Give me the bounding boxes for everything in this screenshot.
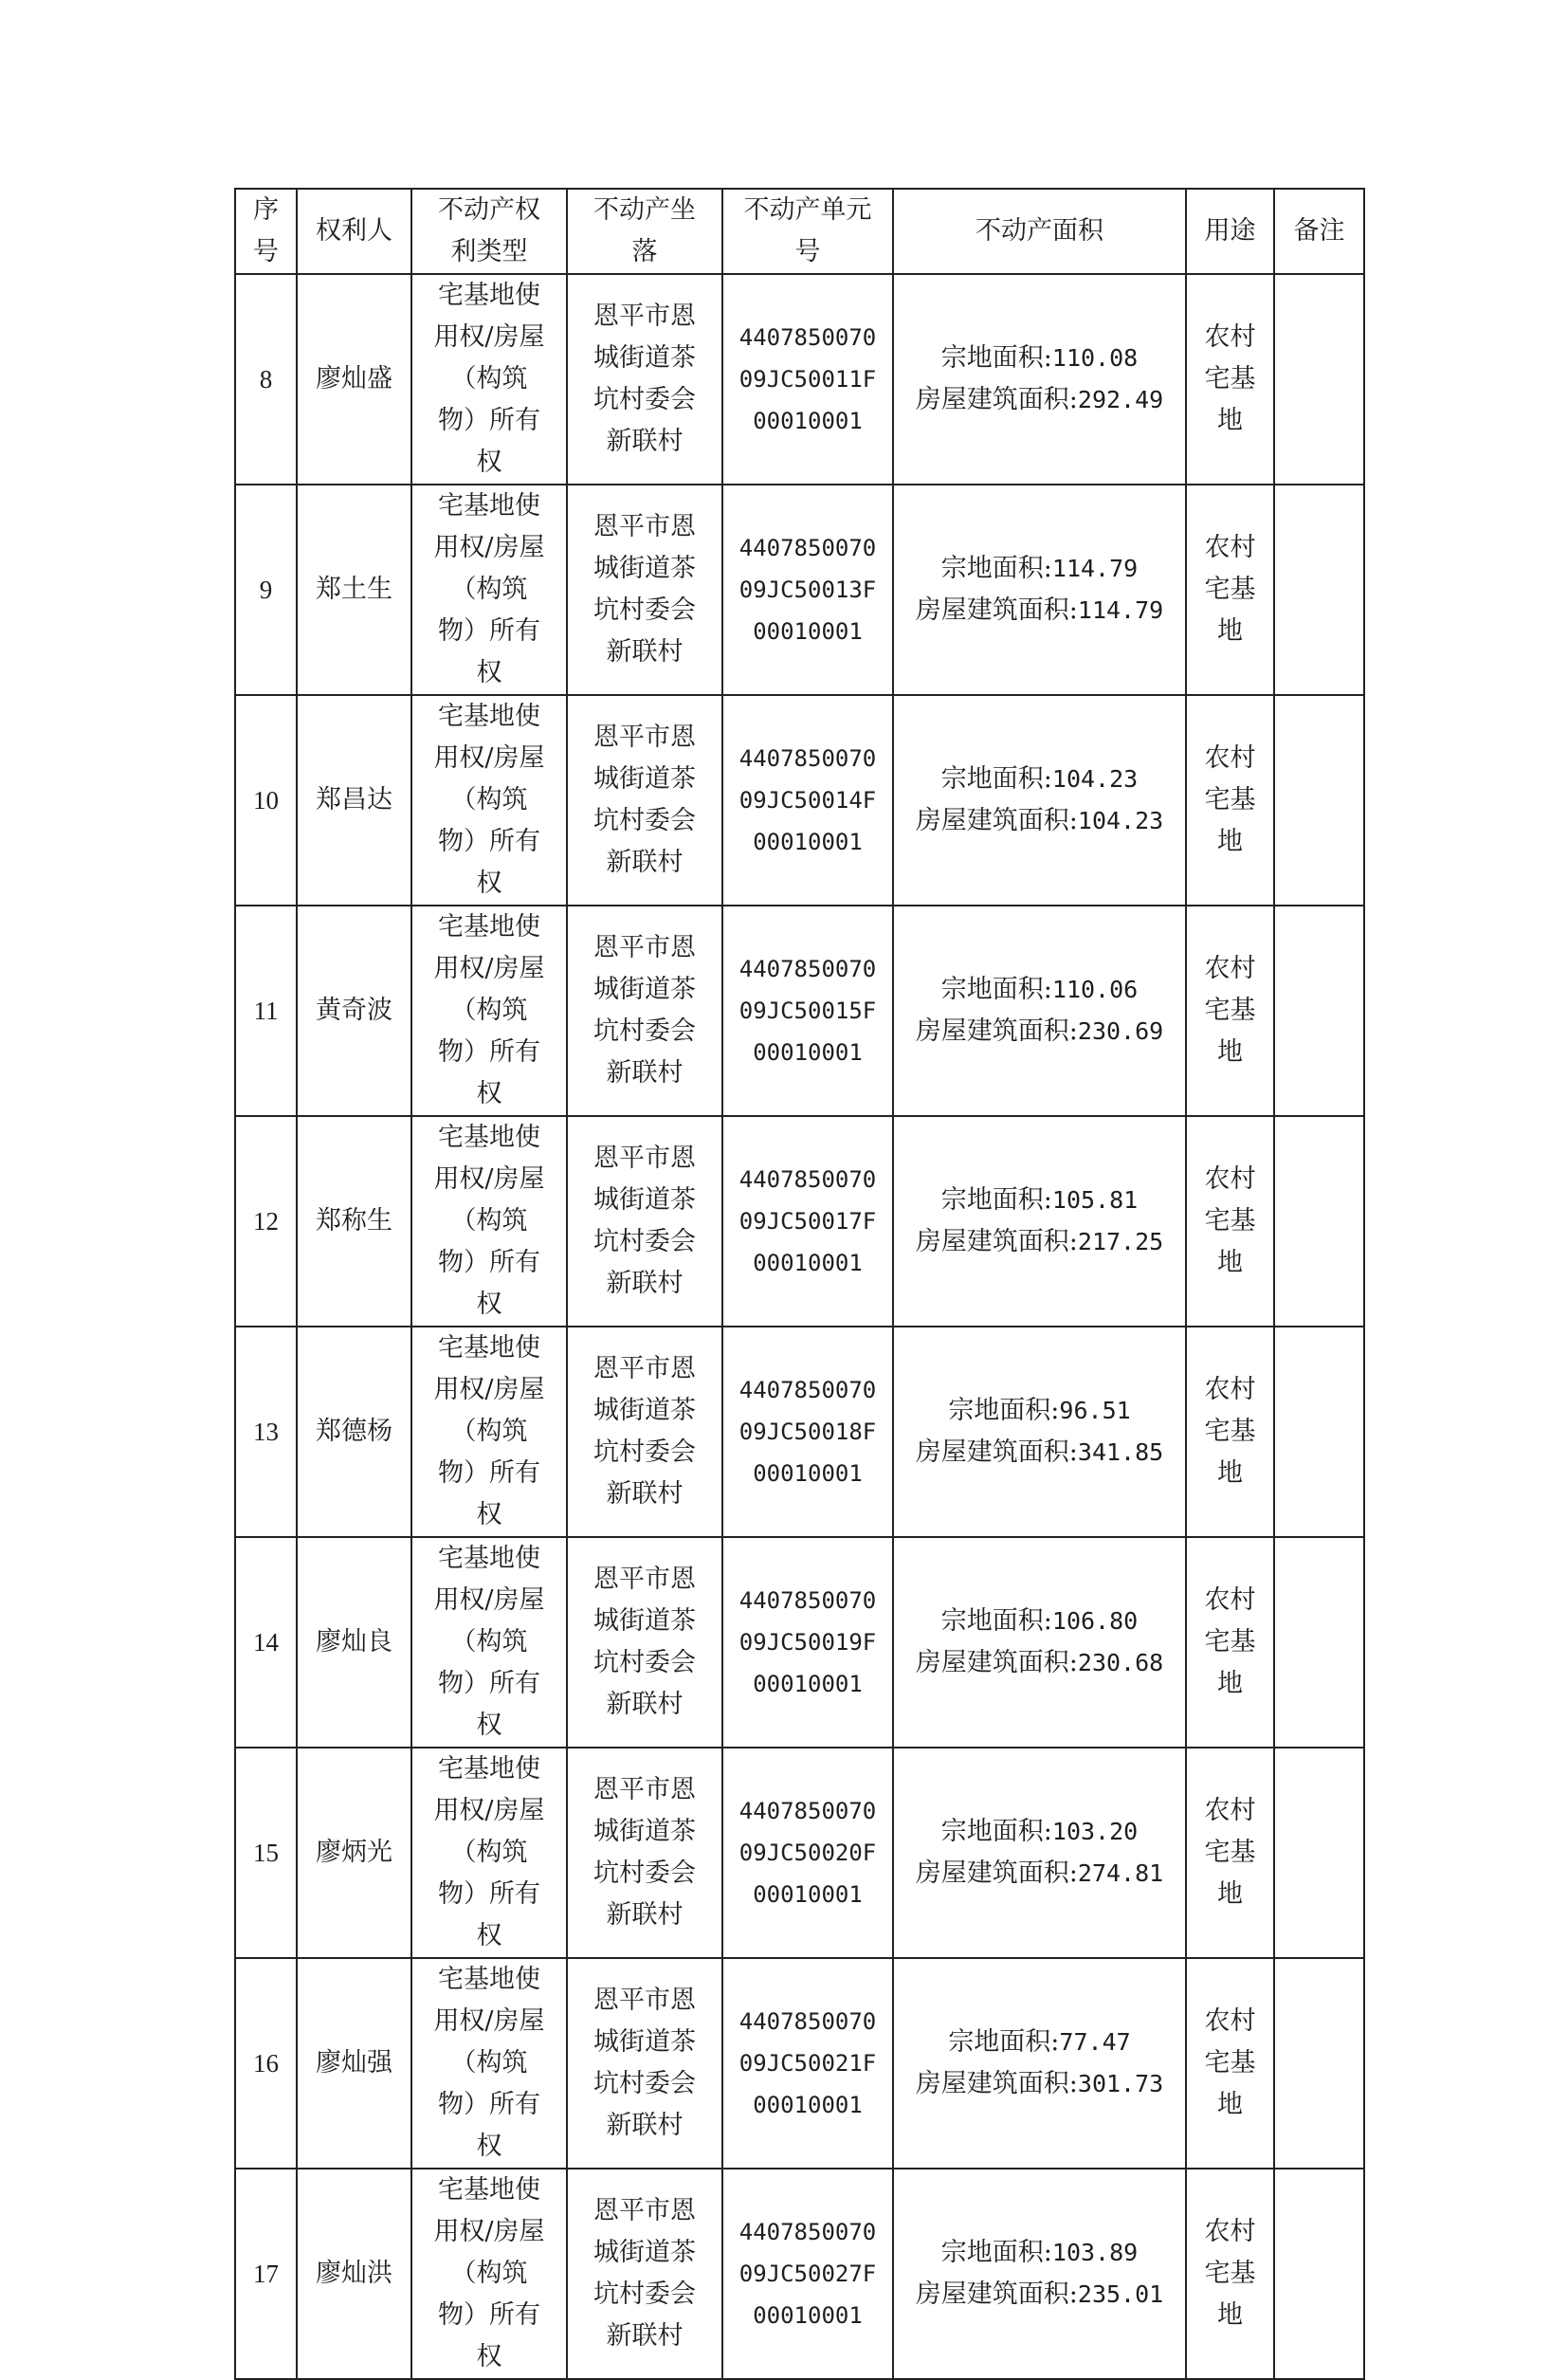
land-area-value: 106.80: [1051, 1607, 1139, 1635]
building-area-label: 房屋建筑面积:: [915, 1437, 1078, 1467]
table-body: [235, 274, 1364, 2379]
cell-location: 恩平市恩城街道茶坑村委会新联村: [567, 1958, 722, 2169]
cell-owner: 廖灿盛: [297, 274, 411, 485]
cell-remarks: [1274, 1958, 1364, 2169]
building-area-value: 230.69: [1077, 1017, 1164, 1045]
cell-seq: 11: [235, 906, 297, 1116]
header-right-type: 不动产权利类型: [411, 189, 567, 274]
cell-unit-no: 440785007009JC50027F00010001: [722, 2169, 893, 2379]
land-area-line: [894, 1811, 1185, 1853]
cell-right-type: 宅基地使用权/房屋（构筑物）所有权: [411, 1748, 567, 1958]
cell-usage: 农村宅基地: [1186, 695, 1274, 906]
building-area-label: 房屋建筑面积:: [915, 2069, 1078, 2098]
land-area-label: 宗地面积:: [940, 343, 1052, 373]
cell-location: 恩平市恩城街道茶坑村委会新联村: [567, 1537, 722, 1748]
cell-area: [893, 1327, 1186, 1537]
cell-location: 恩平市恩城街道茶坑村委会新联村: [567, 1116, 722, 1327]
building-area-line: [894, 590, 1185, 632]
cell-right-type: 宅基地使用权/房屋（构筑物）所有权: [411, 274, 567, 485]
cell-seq: 14: [235, 1537, 297, 1748]
table-row: [235, 1958, 1364, 2169]
table-row: [235, 274, 1364, 485]
building-area-value: 341.85: [1077, 1438, 1164, 1466]
header-unit-no: 不动产单元号: [722, 189, 893, 274]
cell-location: 恩平市恩城街道茶坑村委会新联村: [567, 1748, 722, 1958]
cell-area: [893, 485, 1186, 695]
building-area-label: 房屋建筑面积:: [915, 595, 1078, 625]
land-area-line: [894, 2232, 1185, 2274]
cell-usage: 农村宅基地: [1186, 1327, 1274, 1537]
cell-right-type: 宅基地使用权/房屋（构筑物）所有权: [411, 2169, 567, 2379]
cell-unit-no: 440785007009JC50014F00010001: [722, 695, 893, 906]
table-header-row: [235, 189, 1364, 274]
cell-area: [893, 2169, 1186, 2379]
cell-usage: 农村宅基地: [1186, 1958, 1274, 2169]
building-area-line: [894, 2274, 1185, 2316]
land-area-value: 103.89: [1051, 2239, 1139, 2266]
cell-usage: 农村宅基地: [1186, 1537, 1274, 1748]
property-registry-table: [234, 188, 1365, 2380]
cell-right-type: 宅基地使用权/房屋（构筑物）所有权: [411, 906, 567, 1116]
table-row: [235, 1327, 1364, 1537]
cell-unit-no: 440785007009JC50021F00010001: [722, 1958, 893, 2169]
cell-remarks: [1274, 906, 1364, 1116]
cell-remarks: [1274, 2169, 1364, 2379]
land-area-label: 宗地面积:: [940, 1606, 1052, 1636]
table-row: [235, 1116, 1364, 1327]
table-row: [235, 1748, 1364, 1958]
cell-usage: 农村宅基地: [1186, 1116, 1274, 1327]
cell-right-type: 宅基地使用权/房屋（构筑物）所有权: [411, 1327, 567, 1537]
cell-right-type: 宅基地使用权/房屋（构筑物）所有权: [411, 485, 567, 695]
cell-right-type: 宅基地使用权/房屋（构筑物）所有权: [411, 1116, 567, 1327]
building-area-value: 114.79: [1077, 596, 1164, 624]
land-area-line: [894, 1180, 1185, 1221]
cell-seq: 12: [235, 1116, 297, 1327]
cell-unit-no: 440785007009JC50013F00010001: [722, 485, 893, 695]
land-area-line: [894, 759, 1185, 800]
land-area-label: 宗地面积:: [940, 554, 1052, 583]
building-area-line: [894, 1221, 1185, 1263]
cell-location: 恩平市恩城街道茶坑村委会新联村: [567, 1327, 722, 1537]
cell-location: 恩平市恩城街道茶坑村委会新联村: [567, 274, 722, 485]
cell-unit-no: 440785007009JC50017F00010001: [722, 1116, 893, 1327]
building-area-label: 房屋建筑面积:: [915, 1016, 1078, 1046]
cell-seq: 16: [235, 1958, 297, 2169]
cell-unit-no: 440785007009JC50020F00010001: [722, 1748, 893, 1958]
cell-area: [893, 274, 1186, 485]
building-area-label: 房屋建筑面积:: [915, 1227, 1078, 1256]
land-area-value: 77.47: [1059, 2028, 1131, 2056]
building-area-value: 235.01: [1077, 2280, 1164, 2308]
cell-remarks: [1274, 485, 1364, 695]
cell-unit-no: 440785007009JC50019F00010001: [722, 1537, 893, 1748]
header-location: 不动产坐落: [567, 189, 722, 274]
cell-remarks: [1274, 1537, 1364, 1748]
table-row: [235, 485, 1364, 695]
building-area-label: 房屋建筑面积:: [915, 806, 1078, 835]
cell-location: 恩平市恩城街道茶坑村委会新联村: [567, 695, 722, 906]
cell-area: [893, 1116, 1186, 1327]
cell-owner: 黄奇波: [297, 906, 411, 1116]
building-area-label: 房屋建筑面积:: [915, 385, 1078, 414]
building-area-value: 230.68: [1077, 1649, 1164, 1676]
land-area-value: 103.20: [1051, 1818, 1139, 1845]
land-area-value: 114.79: [1051, 555, 1139, 582]
cell-area: [893, 1958, 1186, 2169]
building-area-line: [894, 1642, 1185, 1684]
cell-seq: 8: [235, 274, 297, 485]
land-area-label: 宗地面积:: [948, 2027, 1060, 2057]
building-area-line: [894, 379, 1185, 421]
building-area-label: 房屋建筑面积:: [915, 1648, 1078, 1677]
land-area-line: [894, 548, 1185, 590]
land-area-line: [894, 338, 1185, 379]
building-area-label: 房屋建筑面积:: [915, 1858, 1078, 1888]
cell-seq: 13: [235, 1327, 297, 1537]
land-area-value: 110.06: [1051, 976, 1139, 1003]
table-row: [235, 906, 1364, 1116]
header-remarks: 备注: [1274, 189, 1364, 274]
cell-owner: 郑称生: [297, 1116, 411, 1327]
building-area-line: [894, 1853, 1185, 1895]
cell-remarks: [1274, 1327, 1364, 1537]
building-area-line: [894, 1432, 1185, 1474]
building-area-value: 292.49: [1077, 386, 1164, 413]
land-area-label: 宗地面积:: [940, 2238, 1052, 2267]
building-area-value: 274.81: [1077, 1859, 1164, 1887]
header-seq: 序号: [235, 189, 297, 274]
cell-remarks: [1274, 274, 1364, 485]
cell-area: [893, 1537, 1186, 1748]
building-area-line: [894, 1011, 1185, 1053]
cell-owner: 廖灿洪: [297, 2169, 411, 2379]
cell-unit-no: 440785007009JC50018F00010001: [722, 1327, 893, 1537]
header-owner: 权利人: [297, 189, 411, 274]
land-area-value: 105.81: [1051, 1186, 1139, 1214]
cell-usage: 农村宅基地: [1186, 274, 1274, 485]
cell-right-type: 宅基地使用权/房屋（构筑物）所有权: [411, 1537, 567, 1748]
cell-right-type: 宅基地使用权/房屋（构筑物）所有权: [411, 695, 567, 906]
cell-seq: 15: [235, 1748, 297, 1958]
cell-usage: 农村宅基地: [1186, 2169, 1274, 2379]
land-area-label: 宗地面积:: [940, 1185, 1052, 1215]
cell-owner: 郑土生: [297, 485, 411, 695]
header-area: 不动产面积: [893, 189, 1186, 274]
land-area-label: 宗地面积:: [948, 1396, 1060, 1425]
land-area-value: 104.23: [1051, 765, 1139, 793]
cell-area: [893, 906, 1186, 1116]
land-area-line: [894, 1390, 1185, 1432]
cell-usage: 农村宅基地: [1186, 906, 1274, 1116]
building-area-label: 房屋建筑面积:: [915, 2279, 1078, 2309]
cell-area: [893, 695, 1186, 906]
table-row: [235, 695, 1364, 906]
cell-remarks: [1274, 1116, 1364, 1327]
building-area-line: [894, 2063, 1185, 2105]
cell-remarks: [1274, 695, 1364, 906]
cell-seq: 9: [235, 485, 297, 695]
cell-right-type: 宅基地使用权/房屋（构筑物）所有权: [411, 1958, 567, 2169]
cell-seq: 17: [235, 2169, 297, 2379]
land-area-line: [894, 2022, 1185, 2063]
cell-owner: 廖灿强: [297, 1958, 411, 2169]
land-area-value: 110.08: [1051, 344, 1139, 372]
land-area-label: 宗地面积:: [940, 1817, 1052, 1846]
cell-location: 恩平市恩城街道茶坑村委会新联村: [567, 485, 722, 695]
land-area-label: 宗地面积:: [940, 975, 1052, 1004]
header-usage: 用途: [1186, 189, 1274, 274]
building-area-value: 217.25: [1077, 1228, 1164, 1255]
cell-location: 恩平市恩城街道茶坑村委会新联村: [567, 2169, 722, 2379]
land-area-line: [894, 969, 1185, 1011]
cell-owner: 郑昌达: [297, 695, 411, 906]
land-area-label: 宗地面积:: [940, 764, 1052, 794]
cell-owner: 廖炳光: [297, 1748, 411, 1958]
cell-owner: 廖灿良: [297, 1537, 411, 1748]
cell-location: 恩平市恩城街道茶坑村委会新联村: [567, 906, 722, 1116]
cell-usage: 农村宅基地: [1186, 485, 1274, 695]
cell-remarks: [1274, 1748, 1364, 1958]
cell-owner: 郑德杨: [297, 1327, 411, 1537]
table-row: [235, 2169, 1364, 2379]
land-area-line: [894, 1601, 1185, 1642]
cell-seq: 10: [235, 695, 297, 906]
building-area-line: [894, 800, 1185, 842]
cell-usage: 农村宅基地: [1186, 1748, 1274, 1958]
land-area-value: 96.51: [1059, 1397, 1131, 1424]
cell-unit-no: 440785007009JC50015F00010001: [722, 906, 893, 1116]
cell-unit-no: 440785007009JC50011F00010001: [722, 274, 893, 485]
building-area-value: 301.73: [1077, 2070, 1164, 2097]
table-row: [235, 1537, 1364, 1748]
cell-area: [893, 1748, 1186, 1958]
building-area-value: 104.23: [1077, 807, 1164, 834]
